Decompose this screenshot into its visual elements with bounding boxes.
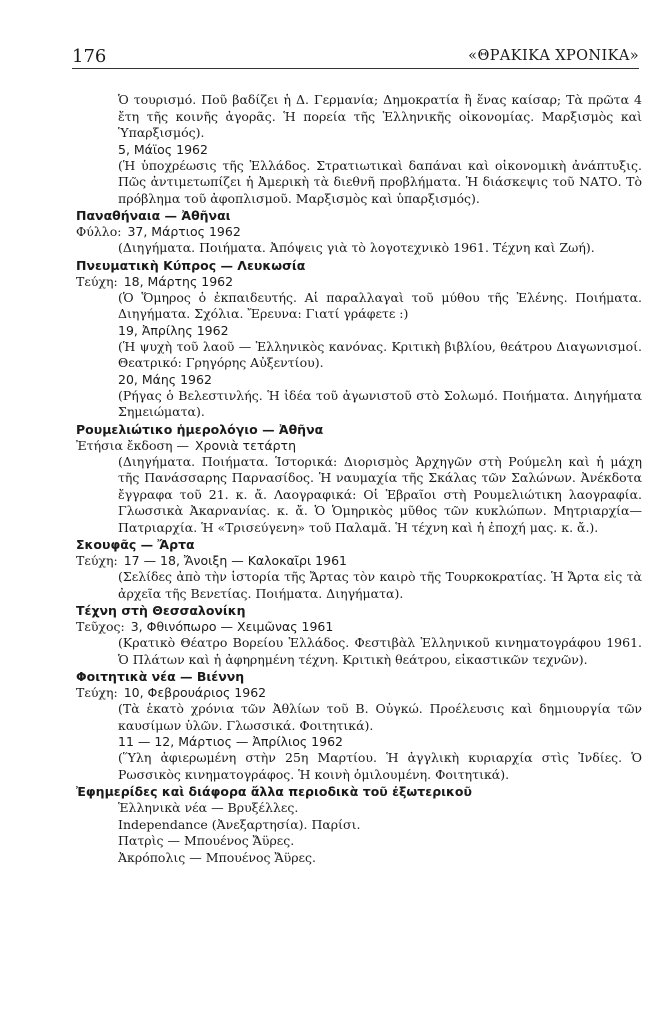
running-title: «ΘΡΑΚΙΚΑ ΧΡΟΝΙΚΑ» (468, 48, 639, 64)
issue-meta-line (76, 274, 646, 290)
issue-meta-line (76, 619, 646, 635)
issue-description: (Ἡ ὑποχρέωσις τῆς Ἑλλάδος. Στρατιωτικαὶ δαπάναι καὶ οἰκονομικὴ ἀνάπτυξις. Πῶς ἀντιμετωπίζει ἡ Ἀμερικὴ τὰ διεθνῆ προβλήματα. Ἡ διάσκεψις τοῦ ΝΑΤΟ. Τὸ πρόβλημα τοῦ ἀφοπλισμοῦ. Μαρξισμὸς καὶ ὑπαρξισμός). (118, 157, 642, 206)
periodical-title: Ρουμελιώτικο ἡμερολόγιο — Ἀθῆνα (76, 421, 324, 437)
periodical-title: Φοιτητικὰ νέα — Βιέννη (76, 669, 245, 684)
issue-description: (Σελίδες ἀπὸ τὴν ἱστορία τῆς Ἄρτας τὸν καιρὸ τῆς Τουρκοκρατίας. Ἡ Ἄρτα εἰς τὰ ἀρχεῖα τῆς Βενετίας. Ποιήματα. Διηγήματα). (118, 569, 642, 601)
page-content (76, 92, 646, 866)
issue-date: 5, Μάϊος 1962 (118, 141, 208, 157)
issue-description: (Ὁ Ὅμηρος ὁ ἐκπαιδευτής. Αἱ παραλλαγαὶ τοῦ μύθου τῆς Ἑλένης. Ποιήματα. Διηγήματα. Σχόλια. Ἔρευνα: Γιατί γράφετε :) (118, 289, 642, 321)
issue-meta-line (76, 438, 646, 454)
page-number: 176 (72, 46, 107, 67)
issue-value: 37, Μάρτιος 1962 (127, 224, 241, 239)
issue-label: Ἐτήσια ἔκδοση — (76, 437, 189, 453)
issue-meta-line (76, 685, 646, 701)
issue-label: Τεῦχος: (76, 619, 125, 634)
issue-meta-line (76, 224, 646, 240)
issue-description: (Ρήγας ὁ Βελεστινλής. Ἡ ἰδέα τοῦ ἀγωνιστοῦ στὸ Σολωμό. Ποιήματα. Διηγήματα Σημειώματα). (118, 387, 642, 419)
issue-label: Τεύχη: (76, 685, 118, 700)
periodical-title: Παναθήναια — Ἀθῆναι (76, 208, 231, 223)
issue-date: 11 — 12, Μάρτιος — Ἀπρίλιος 1962 (118, 734, 343, 749)
issue-label: Τεύχη: (76, 273, 118, 289)
issue-value: 18, Μάρτης 1962 (123, 273, 234, 289)
page-header (72, 46, 639, 69)
periodical-title: Πνευματικὴ Κύπρος — Λευκωσία (76, 257, 306, 273)
issue-description: (Ἡ ψυχὴ τοῦ λαοῦ — Ἑλληνικὸς κανόνας. Κριτικὴ βιβλίου, θεάτρου Διαγωνισμοί. Θεατρικό: Γρηγόρης Αὐξεντίου). (118, 338, 642, 370)
periodical-title: Σκουφᾶς — Ἄρτα (76, 537, 195, 552)
issue-value: 10, Φεβρουάριος 1962 (123, 685, 267, 700)
issue-value: Χρονιὰ τετάρτη (194, 437, 296, 453)
issue-description: Ὁ τουρισμό. Ποῦ βαδίζει ἡ Δ. Γερμανία; Δημοκρατία ἢ ἕνας καίσαρ; Τὰ πρῶτα 4 ἔτη τῆς κοινῆς ἀγορᾶς. Ἡ πορεία τῆς Ἑλληνικῆς οἰκονομίας. Μαρξισμὸς καὶ Ὑπαρξισμός). (118, 92, 642, 140)
periodical-list-item: Ἀκρόπολις — Μπουένος Ἄϋρες. (118, 849, 317, 865)
issue-description: (Ὕλη ἀφιερωμένη στὴν 25η Μαρτίου. Ἡ ἀγγλικὴ κυριαρχία στὶς Ἰνδίες. Ὁ Ρωσσικὸς κινηματογράφος. Ἡ κοινὴ ὁμιλουμένη. Φοιτητικά). (118, 750, 642, 782)
issue-date: 20, Μάης 1962 (118, 371, 212, 387)
periodical-list-item: Πατρὶς — Μπουένος Ἄϋρες. (118, 833, 295, 848)
issue-label: Φύλλο: (76, 224, 122, 239)
issue-description: (Κρατικὸ Θέατρο Βορείου Ἑλλάδος. Φεστιβὰλ Ἑλληνικοῦ κινηματογράφου 1961. Ὁ Πλάτων καὶ ἡ ἀφηρημένη τέχνη. Κριτικὴ θεάτρου, εἰκαστικῶν τεχνῶν). (118, 635, 642, 667)
issue-value: 3, Φθινόπωρο — Χειμῶνας 1961 (130, 619, 334, 634)
issue-value: 17 — 18, Ἄνοιξη — Καλοκαῖρι 1961 (123, 553, 347, 568)
periodical-title: Τέχνη στὴ Θεσσαλονίκη (76, 603, 246, 618)
issue-date: 19, Ἀπρίλης 1962 (118, 322, 229, 338)
periodical-list-item: Ἑλληνικὰ νέα — Βρυξέλλες. (118, 800, 299, 815)
periodical-title: Ἐφημερίδες καὶ διάφορα ἄλλα περιοδικὰ τοῦ ἐξωτερικοῦ (76, 784, 472, 799)
issue-description: (Διηγήματα. Ποιήματα. Ἱστορικά: Διορισμὸς Ἀρχηγῶν στὴ Ρούμελη καὶ ἡ μάχη τῆς Πανάσσαρης Παρνασίδος. Ἡ ναυμαχία τῆς Σκάλας τῶν Σαλώνων. Ἀνέκδοτα ἔγγραφα τοῦ 21. κ. ἄ. Λαογραφικά: Οἱ Ἑβραῖοι στὴ Ρουμελιώτικη λαογραφία. Γλωσσικὰ Ἀκαρνανίας. κ. ἄ. Ὁ Ὁμηρικὸς μῦθος τῶν κυκλώπων. Μητριαρχία—Πατριαρχία. Ἡ «Τρισεύγενη» τοῦ Παλαμᾶ. Ἡ τέχνη καὶ ἡ ἐποχή μας. κ. ἄ.). (118, 453, 642, 535)
issue-meta-line (76, 553, 646, 569)
periodical-list-item: Independance (Ἀνεξαρτησία). Παρίσι. (118, 816, 361, 832)
issue-description: (Διηγήματα. Ποιήματα. Ἀπόψεις γιὰ τὸ λογοτεχνικὸ 1961. Τέχνη καὶ Ζωή). (118, 240, 595, 255)
issue-description: (Τὰ ἑκατὸ χρόνια τῶν Ἀθλίων τοῦ Β. Οὐγκώ. Προέλευσις καὶ δημιουργία τῶν καυσίμων ὑλῶν. Γλωσσικά. Φοιτητικά). (118, 701, 642, 733)
issue-label: Τεύχη: (76, 553, 118, 568)
